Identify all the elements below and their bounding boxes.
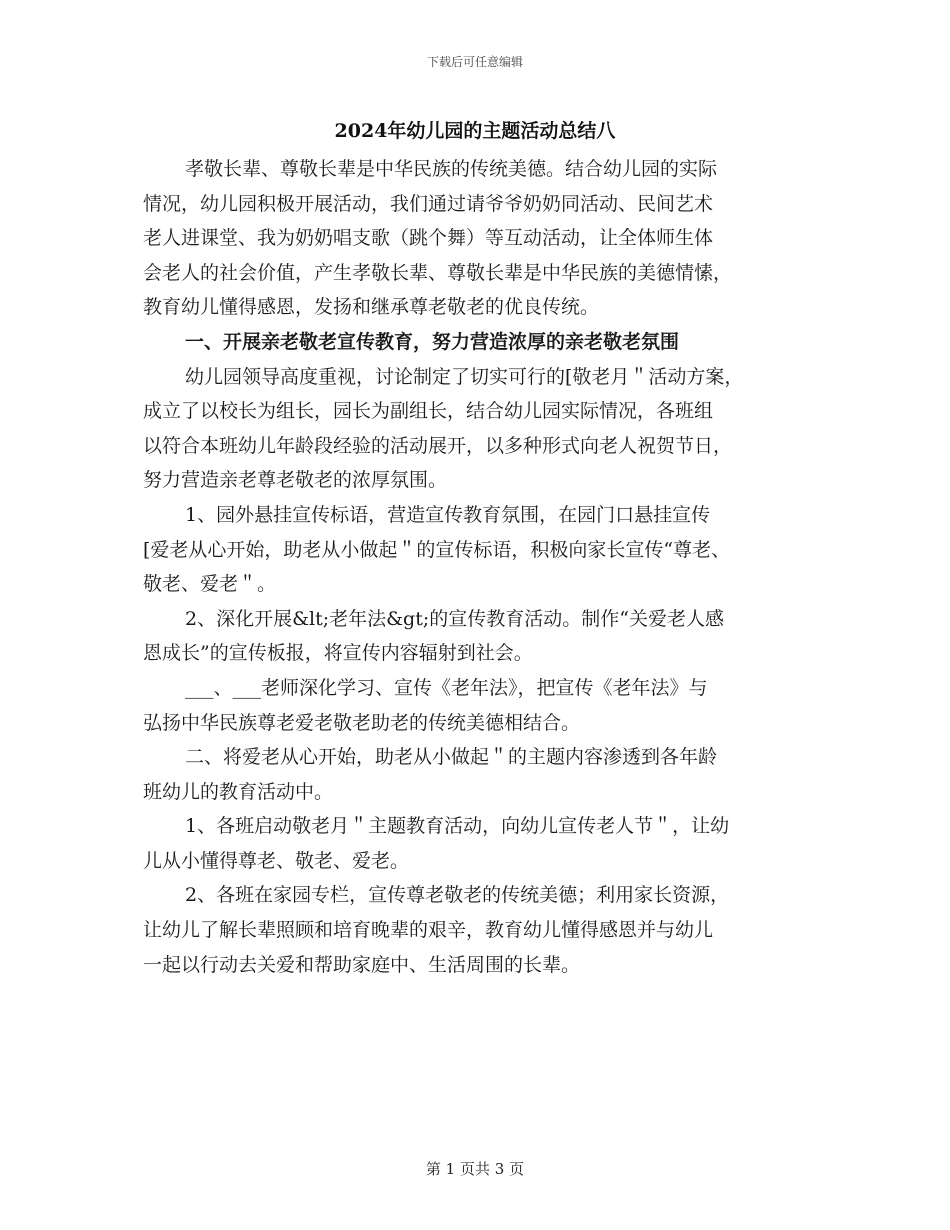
section-heading-line: 一、开展亲老敬老宣传教育，努力营造浓厚的亲老敬老氛围	[185, 330, 680, 353]
paragraph-line: 1、各班启动敬老月＂主题教育活动，向幼儿宣传老人节＂，让幼	[185, 815, 730, 838]
paragraph-line: 恩成长”的宣传板报，将宣传内容辐射到社会。	[143, 642, 533, 665]
document-body	[143, 152, 811, 982]
paragraph-line: 2、深化开展&lt;老年法&gt;的宣传教育活动。制作“关爱老人感	[185, 607, 724, 630]
paragraph-line: 以符合本班幼儿年龄段经验的活动展开，以多种形式向老人祝贺节日，	[143, 434, 733, 457]
paragraph-line: 情况，幼儿园积极开展活动，我们通过请爷爷奶奶同活动、民间艺术	[143, 192, 714, 215]
paragraph-line: 班幼儿的教育活动中。	[143, 780, 334, 803]
paragraph-line: 幼儿园领导高度重视，讨论制定了切实可行的[敬老月＂活动方案，	[185, 365, 744, 388]
page-number-footer: 第 1 页共 3 页	[425, 1160, 525, 1178]
paragraph-line: 老人进课堂、我为奶奶唱支歌（跳个舞）等互动活动，让全体师生体	[143, 227, 714, 250]
paragraph-line: 教育幼儿懂得感恩，发扬和继承尊老敬老的优良传统。	[143, 296, 600, 319]
paragraph-line: 二、将爱老从心开始，助老从小做起＂的主题内容渗透到各年龄	[185, 746, 718, 769]
header-note: 下载后可任意编辑	[426, 55, 523, 69]
paragraph-line: 努力营造亲老尊老敬老的浓厚氛围。	[143, 469, 448, 492]
paragraph-line: 敬老、爱老＂。	[143, 573, 277, 596]
paragraph-line: ___、___老师深化学习、宣传《老年法》，把宣传《老年法》与	[185, 676, 708, 699]
paragraph-line: 孝敬长辈、尊敬长辈是中华民族的传统美德。结合幼儿园的实际	[185, 158, 718, 180]
paragraph-line: 2、各班在家园专栏，宣传尊老敬老的传统美德；利用家长资源，	[185, 884, 730, 907]
paragraph-line: 让幼儿了解长辈照顾和培育晚辈的艰辛，教育幼儿懂得感恩并与幼儿	[143, 919, 714, 942]
paragraph-line: 成立了以校长为组长，园长为副组长，结合幼儿园实际情况，各班组	[143, 400, 714, 423]
paragraph-line: 1、园外悬挂宣传标语，营造宣传教育氛围，在园门口悬挂宣传	[185, 503, 711, 526]
paragraph-line: 弘扬中华民族尊老爱老敬老助老的传统美德相结合。	[143, 711, 581, 734]
paragraph-line: 会老人的社会价值，产生孝敬长辈、尊敬长辈是中华民族的美德情愫，	[143, 261, 733, 284]
paragraph-line: 儿从小懂得尊老、敬老、爱老。	[143, 849, 410, 872]
paragraph-line: 一起以行动去关爱和帮助家庭中、生活周围的长辈。	[143, 953, 581, 976]
paragraph-line: [爱老从心开始，助老从小做起＂的宣传标语，积极向家长宣传“尊老、	[143, 538, 731, 561]
document-title: 2024年幼儿园的主题活动总结八	[334, 120, 616, 142]
